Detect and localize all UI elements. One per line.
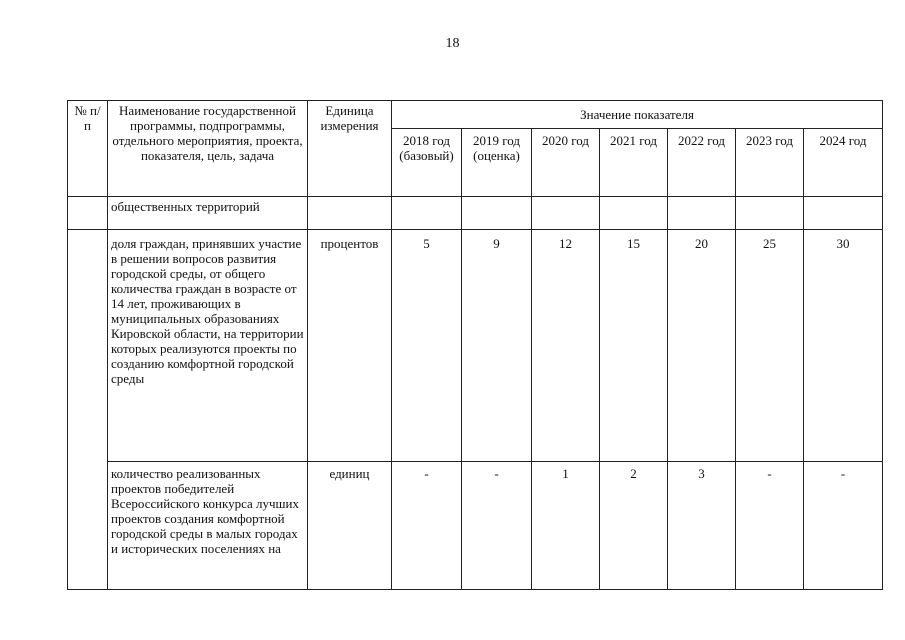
- row-value: 30: [804, 230, 883, 462]
- page-number: 18: [445, 36, 460, 51]
- row-value: -: [392, 462, 462, 590]
- row-name: общественных территорий: [108, 197, 308, 230]
- row-value: [392, 197, 462, 230]
- row-value: 1: [532, 462, 600, 590]
- header-num: № п/п: [68, 101, 108, 197]
- row-value: [600, 197, 668, 230]
- header-year: 2018 год (базовый): [392, 129, 462, 197]
- indicator-table: [67, 100, 883, 590]
- row-unit: [308, 197, 392, 230]
- header-unit: Единица измерения: [308, 101, 392, 197]
- row-value: 15: [600, 230, 668, 462]
- row-value: [736, 197, 804, 230]
- header-values-group: Значение показателя: [392, 101, 883, 129]
- row-value: 25: [736, 230, 804, 462]
- row-value: -: [462, 462, 532, 590]
- row-value: -: [736, 462, 804, 590]
- header-year: 2019 год (оценка): [462, 129, 532, 197]
- row-value: 12: [532, 230, 600, 462]
- row-value: -: [804, 462, 883, 590]
- row-unit: процентов: [308, 230, 392, 462]
- header-name: Наименование государственной программы, подпрограммы, отдельного мероприятия, проекта, показателя, цель, задача: [108, 101, 308, 197]
- row-num: [68, 230, 108, 590]
- header-year: 2021 год: [600, 129, 668, 197]
- row-value: 2: [600, 462, 668, 590]
- row-name: доля граждан, принявших участие в решении вопросов развития городской среды, от общего количества граждан в возрасте от 14 лет, проживающих в муниципальных образованиях Кировской области, на территории которых реализуются проекты по созданию комфортной городской среды: [108, 230, 308, 462]
- header-year: 2022 год: [668, 129, 736, 197]
- row-value: [668, 197, 736, 230]
- row-value: [804, 197, 883, 230]
- row-unit: единиц: [308, 462, 392, 590]
- table-row: [68, 230, 883, 462]
- header-year: 2020 год: [532, 129, 600, 197]
- row-value: [462, 197, 532, 230]
- row-value: 5: [392, 230, 462, 462]
- row-value: [532, 197, 600, 230]
- header-year: 2024 год: [804, 129, 883, 197]
- row-value: 20: [668, 230, 736, 462]
- row-num: [68, 197, 108, 230]
- row-value: 9: [462, 230, 532, 462]
- table-row: [68, 197, 883, 230]
- table-row: [68, 462, 883, 590]
- header-year: 2023 год: [736, 129, 804, 197]
- row-value: 3: [668, 462, 736, 590]
- row-name: количество реализованных проектов победителей Всероссийского конкурса лучших проектов создания комфортной городской среды в малых городах и исторических поселениях на: [108, 462, 308, 590]
